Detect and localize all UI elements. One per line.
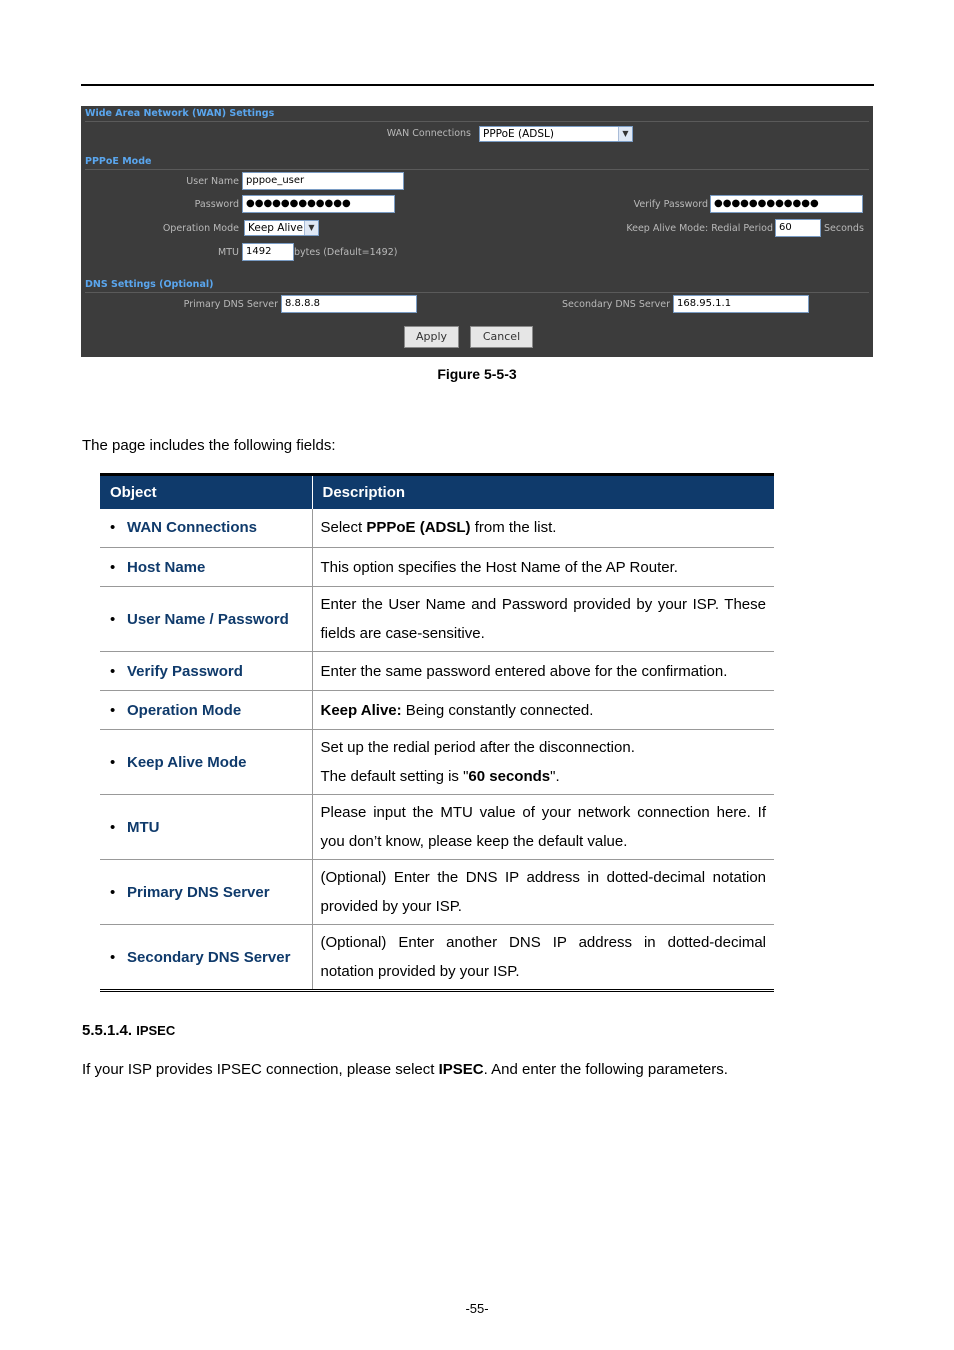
description-cell: (Optional) Enter another DNS IP address in dotted-decimal notation provided by your ISP. xyxy=(320,934,766,980)
object-name: User Name / Password xyxy=(127,610,289,628)
section-number: 5.5.1.4. xyxy=(82,1022,133,1039)
primary-dns-label: Primary DNS Server xyxy=(183,299,278,310)
object-name: Verify Password xyxy=(127,662,243,680)
mtu-note: bytes (Default=1492) xyxy=(294,247,398,258)
operation-mode-value: Keep Alive xyxy=(248,222,303,234)
section-divider xyxy=(85,292,869,293)
object-name: Host Name xyxy=(127,558,206,576)
wan-settings-screenshot xyxy=(81,106,873,357)
section-title: IPSEC xyxy=(136,1023,176,1038)
chevron-down-icon: ▼ xyxy=(618,127,632,141)
object-name: WAN Connections xyxy=(127,519,257,537)
seconds-unit: Seconds xyxy=(824,223,864,234)
section-divider xyxy=(85,121,869,122)
bullet-icon: • xyxy=(110,883,116,901)
dns-section-title: DNS Settings (Optional) xyxy=(85,279,214,290)
fields-table xyxy=(100,473,774,993)
object-name: Keep Alive Mode xyxy=(127,753,247,771)
username-label: User Name xyxy=(186,176,239,187)
table-row xyxy=(100,587,774,652)
figure-caption: Figure 5-5-3 xyxy=(437,366,517,382)
secondary-dns-label: Secondary DNS Server xyxy=(562,299,670,310)
bullet-icon: • xyxy=(110,818,116,836)
bullet-icon: • xyxy=(110,558,116,576)
section-heading xyxy=(82,1022,175,1039)
bullet-icon: • xyxy=(110,753,116,771)
cancel-button[interactable]: Cancel xyxy=(470,326,533,348)
wan-connections-select[interactable] xyxy=(479,126,633,142)
table-row xyxy=(100,691,774,730)
verify-password-input[interactable]: ●●●●●●●●●●●● xyxy=(710,195,863,213)
ipsec-paragraph: If your ISP provides IPSEC connection, please select IPSEC. And enter the following parameters. xyxy=(82,1061,728,1078)
section-divider xyxy=(85,169,869,170)
column-header-description: Description xyxy=(312,475,774,509)
bullet-icon: • xyxy=(110,701,116,719)
apply-button[interactable]: Apply xyxy=(404,326,459,348)
object-name: Secondary DNS Server xyxy=(127,948,291,966)
header-rule xyxy=(81,84,874,86)
wan-connections-value: PPPoE (ADSL) xyxy=(483,128,554,140)
table-row xyxy=(100,860,774,925)
column-header-object: Object xyxy=(100,475,312,509)
mtu-label: MTU xyxy=(218,247,239,258)
description-cell: Please input the MTU value of your network connection here. If you don’t know, please keep the default value. xyxy=(312,795,774,860)
bullet-icon: • xyxy=(110,662,116,680)
operation-mode-select[interactable] xyxy=(244,220,319,236)
table-row xyxy=(100,730,774,795)
object-name: MTU xyxy=(127,818,160,836)
bullet-icon: • xyxy=(110,610,116,628)
description-cell: Select PPPoE (ADSL) from the list. xyxy=(312,509,774,548)
chevron-down-icon: ▼ xyxy=(304,221,318,235)
primary-dns-input[interactable]: 8.8.8.8 xyxy=(281,295,417,313)
wan-connections-label: WAN Connections xyxy=(386,128,471,139)
table-row xyxy=(100,509,774,548)
pppoe-section-title: PPPoE Mode xyxy=(85,156,152,167)
table-row xyxy=(100,795,774,860)
redial-period-input[interactable]: 60 xyxy=(775,219,821,237)
description-cell: Keep Alive: Being constantly connected. xyxy=(312,691,774,730)
wan-section-title: Wide Area Network (WAN) Settings xyxy=(85,108,275,119)
description-cell: Set up the redial period after the disconnection. The default setting is "60 seconds". xyxy=(312,730,774,795)
password-label: Password xyxy=(194,199,239,210)
description-cell: This option specifies the Host Name of the AP Router. xyxy=(312,548,774,587)
secondary-dns-input[interactable]: 168.95.1.1 xyxy=(673,295,809,313)
table-row xyxy=(100,652,774,691)
table-row xyxy=(100,925,774,990)
description-cell: Enter the same password entered above for the confirmation. xyxy=(312,652,774,691)
object-name: Primary DNS Server xyxy=(127,883,270,901)
table-row xyxy=(100,548,774,587)
password-input[interactable]: ●●●●●●●●●●●● xyxy=(242,195,395,213)
username-input[interactable]: pppoe_user xyxy=(242,172,404,190)
bullet-icon: • xyxy=(110,948,116,966)
verify-password-label: Verify Password xyxy=(633,199,708,210)
keep-alive-label: Keep Alive Mode: Redial Period xyxy=(626,223,773,234)
object-name: Operation Mode xyxy=(127,701,242,719)
description-cell: Enter the User Name and Password provided by your ISP. These fields are case-sensitive. xyxy=(312,587,774,652)
intro-text: The page includes the following fields: xyxy=(82,437,336,454)
page-number: -55- xyxy=(465,1301,489,1316)
mtu-input[interactable]: 1492 xyxy=(242,243,294,261)
description-cell: (Optional) Enter the DNS IP address in dotted-decimal notation provided by your ISP. xyxy=(312,860,774,925)
bullet-icon: • xyxy=(110,519,116,537)
table-bottom-rule xyxy=(100,989,774,993)
operation-mode-label: Operation Mode xyxy=(162,223,239,234)
